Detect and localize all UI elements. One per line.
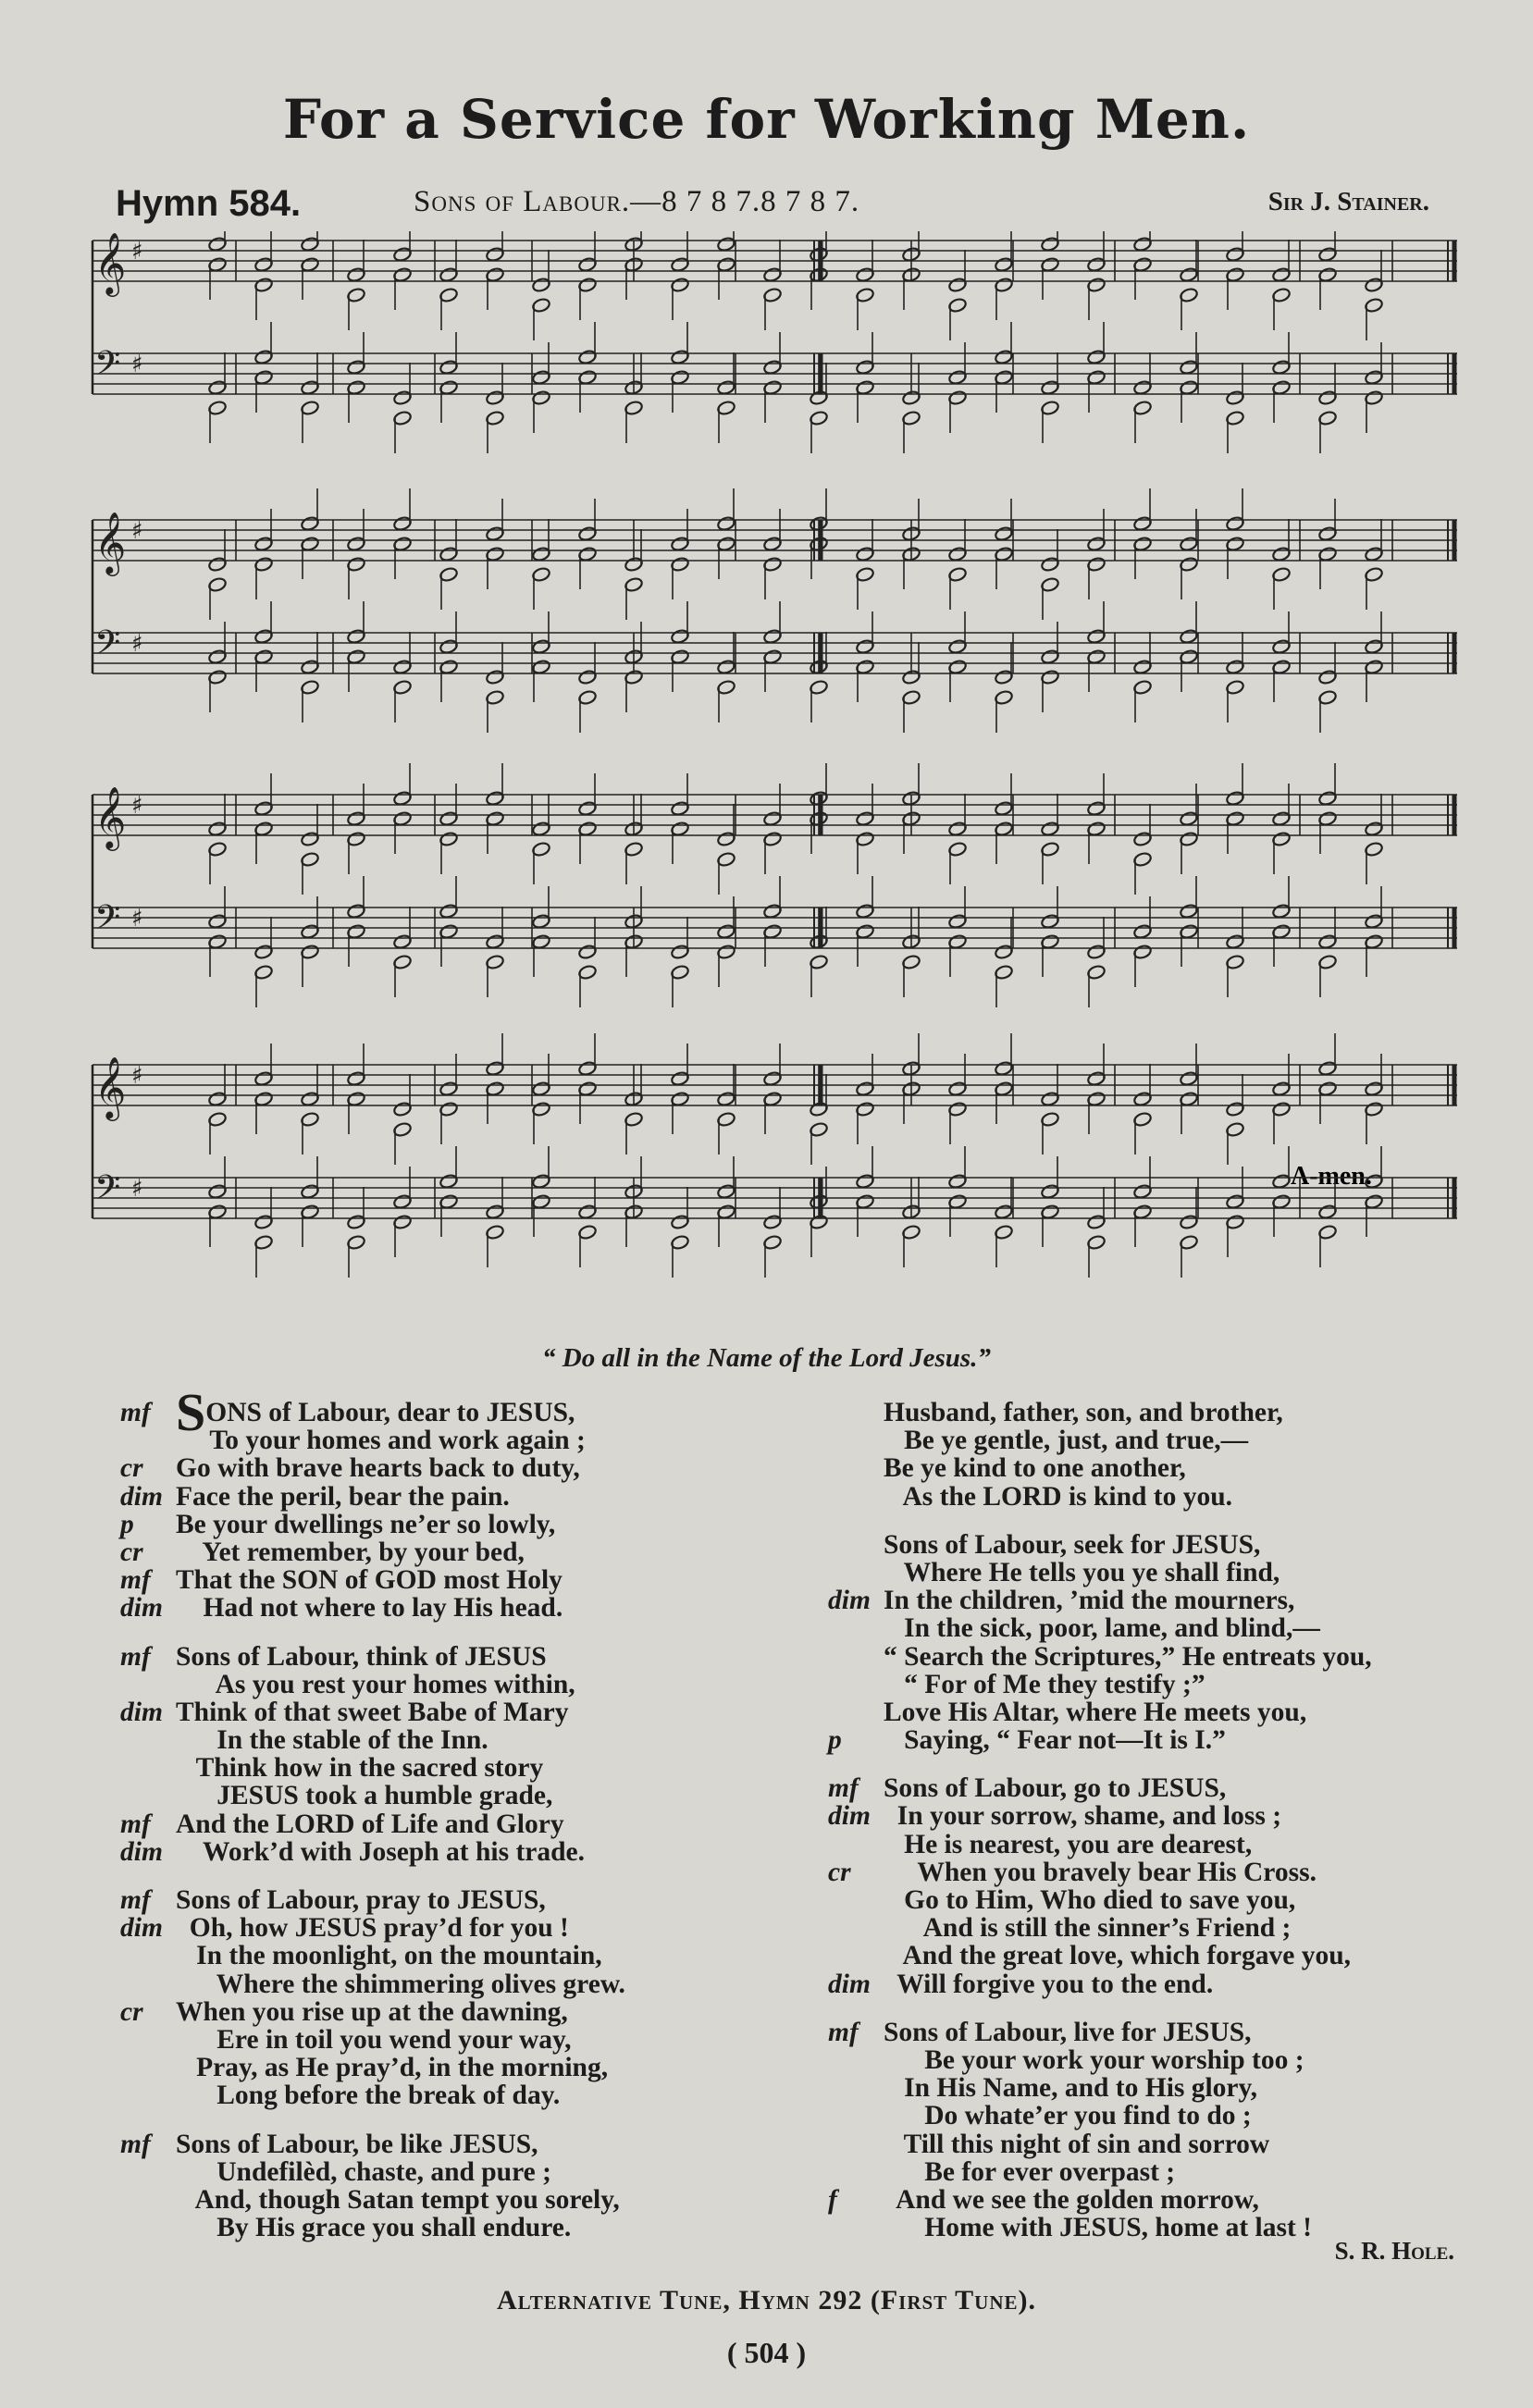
dynamic-marking [120,1426,176,1454]
verse-line [828,2074,1494,2102]
verse-line [828,1726,1494,1754]
bass-clef-icon: 𝄢 [94,898,121,945]
verse-text [884,1698,1306,1726]
verse-text [884,1970,1213,1998]
verse-text [176,1483,510,1511]
verse-line [120,2158,749,2186]
verse-text [884,1858,1317,1886]
page-number: ( 504 ) [726,2336,807,2369]
verse-line [120,2081,749,2109]
verse-line [828,1858,1494,1886]
verse-text [176,2130,538,2158]
verse-text-content: Go to Him, Who died to save you, [884,1885,1296,1915]
verse-text-content: Love His Altar, where He meets you, [884,1697,1307,1727]
verse-text [884,1426,1248,1454]
verse-text [176,1726,488,1754]
verse-line [120,1726,749,1754]
verse-line [828,1399,1494,1426]
verse-text [884,1483,1232,1511]
verse-text-content: Be your work your worship too ; [884,2044,1304,2075]
verse-line [120,1643,749,1671]
verse-line [120,2130,749,2158]
dynamic-marking [120,2214,176,2241]
verse-text-content: Be ye gentle, just, and true,— [884,1426,1249,1456]
treble-clef-icon: 𝄞 [94,1056,127,1118]
verse-text-content: And the great love, which forgave you, [884,1941,1352,1971]
dynamic-marking [828,1831,884,1858]
verse-line [828,1483,1494,1511]
dynamic-marking [828,1942,884,1970]
verse-text [176,2214,571,2241]
dynamic-marking [120,2186,176,2214]
key-signature-sharp-icon: ♯ [131,238,143,265]
verse-text [176,1454,580,1482]
verse-text [884,1399,1283,1426]
verse-text [176,1914,569,1942]
verse-line [828,1970,1494,1998]
dynamic-marking: mf [120,1885,151,1915]
verse-text-content: When you rise up at the dawning, [176,1996,568,2027]
verse-text [176,1538,525,1566]
verse-text-content: And the LORD of Life and Glory [176,1809,564,1839]
verse-text-content: Ere in toil you wend your way, [176,2024,572,2055]
dynamic-marking [828,2214,884,2241]
verse-text [884,2046,1304,2074]
verses-left-column [120,1382,749,2262]
treble-clef-icon: 𝄞 [94,785,127,848]
verse-text [884,1831,1252,1858]
verse-text [176,1698,568,1726]
verse-text [884,2158,1175,2186]
verse-text-content: And is still the sinner’s Friend ; [884,1913,1292,1944]
verse-text [176,2186,620,2214]
bass-clef-icon: 𝄢 [94,624,121,671]
verse-text-content: That the SON of GOD most Holy [176,1565,563,1596]
epigraph: “ Do all in the Name of the Lord Jesus.” [542,1343,991,1373]
section-heading: For a Service for Working Men. [282,88,1251,151]
verse-text [176,1998,568,2026]
verse-text-content: In His Name, and to His glory, [884,2073,1258,2104]
verse-text [884,2186,1259,2214]
verse-stanza [120,1886,749,2110]
verse-line [828,1886,1494,1914]
amen-text: A-men. [1291,1162,1372,1191]
key-signature-sharp-icon: ♯ [131,517,143,545]
bass-clef-icon: 𝄢 [94,1168,121,1216]
dynamic-marking [120,1970,176,1998]
verse-text-content: Face the peril, bear the pain. [176,1481,510,1512]
verse-text [176,1671,575,1698]
alternative-tune-note: Alternative Tune, Hymn 292 (First Tune). [497,2285,1036,2315]
composer: Sir J. Stainer. [1267,187,1429,216]
verse-text-content: As the LORD is kind to you. [884,1481,1233,1512]
dynamic-marking [120,1942,176,1970]
dynamic-marking: cr [120,1453,143,1484]
verse-stanza [120,1382,749,1624]
verse-text [884,1614,1320,1642]
verse-text-content: He is nearest, you are dearest, [884,1829,1253,1859]
verse-line [120,1698,749,1726]
verse-text [176,1643,547,1671]
verse-text-content: To your homes and work again ; [176,1426,586,1456]
verse-text-content: ONS of Labour, dear to JESUS, [205,1398,575,1427]
verse-text-content: “ For of Me they testify ;” [884,1669,1205,1699]
verse-stanza [828,1399,1494,1511]
dynamic-marking [828,1643,884,1671]
verse-text-content: In the sick, poor, lame, and blind,— [884,1613,1320,1644]
verse-text [884,1914,1291,1942]
verse-text-content: Pray, as He pray’d, in the morning, [176,2053,609,2083]
verse-line [120,1671,749,1698]
verses-right-column [828,1399,1494,2262]
verse-text-content: And, though Satan tempt you sorely, [176,2184,620,2215]
dynamic-marking: mf [120,2129,151,2159]
verse-line [828,1531,1494,1559]
verse-line [828,1802,1494,1830]
verse-line [120,1511,749,1538]
verse-text [176,1782,552,1809]
verse-text [176,1566,563,1594]
verse-line [828,2130,1494,2158]
verse-line [828,1426,1494,1454]
verse-line [828,1831,1494,1858]
verse-text [884,2074,1257,2102]
dynamic-marking [120,2081,176,2109]
verse-text-content: Saying, “ Fear not—It is I.” [884,1725,1226,1756]
dynamic-marking: mf [120,1398,151,1427]
verse-line [120,1754,749,1782]
dynamic-marking: cr [828,1857,851,1887]
verse-text [176,1426,586,1454]
verse-text [176,2054,608,2081]
author-credit: S. R. Hole. [1334,2237,1454,2265]
key-signature-sharp-icon: ♯ [131,792,143,820]
dynamic-marking [828,1671,884,1698]
dynamic-marking: mf [120,1565,151,1596]
verse-text-content: When you bravely bear His Cross. [884,1857,1317,1887]
verse-text-content: Undefilèd, chaste, and pure ; [176,2156,551,2187]
score-notation [88,231,1466,1295]
verse-text [176,1594,563,1622]
dynamic-marking: dim [120,1593,163,1624]
dynamic-marking [828,1614,884,1642]
verse-line [828,1914,1494,1942]
dynamic-marking [828,1531,884,1559]
verse-text [884,1726,1226,1754]
dynamic-marking: dim [120,1481,163,1512]
verse-line [828,1942,1494,1970]
verse-line [828,1454,1494,1482]
verse-line [120,1566,749,1594]
verse-text-content: Where the shimmering olives grew. [176,1969,625,1999]
dynamic-marking [828,2046,884,2074]
key-signature-sharp-icon: ♯ [131,630,143,658]
verse-text-content: In your sorrow, shame, and loss ; [884,1801,1282,1832]
verse-text [884,2102,1252,2130]
verse-line [120,1838,749,1866]
verse-text [884,1454,1186,1482]
verse-text-content: And we see the golden morrow, [884,2184,1259,2215]
verse-line [828,1671,1494,1698]
verse-text [884,1671,1205,1698]
verse-text [176,1754,543,1782]
verse-line [828,2046,1494,2074]
drop-capital: S [176,1382,206,1442]
verse-text [884,1643,1372,1671]
verse-text [176,2081,560,2109]
verse-text-content: Sons of Labour, go to JESUS, [884,1773,1227,1804]
verse-text [884,2130,1269,2158]
verse-text [176,1970,625,1998]
verse-line [120,1914,749,1942]
key-signature-sharp-icon: ♯ [131,351,143,378]
key-signature-sharp-icon: ♯ [131,905,143,932]
verse-stanza [828,1531,1494,1755]
treble-clef-icon: 𝄞 [94,231,127,294]
verse-text-content: Work’d with Joseph at his trade. [176,1836,586,1867]
verse-text-content: Be for ever overpast ; [884,2156,1176,2187]
verse-text [884,1559,1280,1587]
dynamic-marking [828,2130,884,2158]
verse-text-content: By His grace you shall endure. [176,2213,572,2243]
verse-text [884,2019,1252,2046]
verse-text-content: Sons of Labour, think of JESUS [176,1641,547,1672]
dynamic-marking [120,2158,176,2186]
dynamic-marking: dim [120,1836,163,1867]
bass-clef-icon: 𝄢 [94,344,121,391]
verse-text-content: Where He tells you ye shall find, [884,1557,1280,1587]
dynamic-marking: cr [120,1996,143,2027]
verse-text-content: Till this night of sin and sorrow [884,2129,1270,2159]
dynamic-marking: f [828,2184,837,2215]
verse-line [120,1942,749,1970]
verse-line [828,2102,1494,2130]
verse-line [120,2026,749,2054]
verse-line [828,2019,1494,2046]
dynamic-marking [828,2158,884,2186]
verse-text-content: As you rest your homes within, [176,1669,575,1699]
dynamic-marking [120,1782,176,1809]
verse-stanza [120,2130,749,2242]
dynamic-marking: mf [120,1809,151,1839]
verse-text [884,2214,1312,2241]
dynamic-marking [828,1426,884,1454]
hymn-header [116,183,1429,239]
dynamic-marking [120,2026,176,2054]
verse-text [176,1886,546,1914]
verse-line [120,1538,749,1566]
verse-text-content: Yet remember, by your bed, [176,1537,525,1567]
verse-line [120,1810,749,1838]
hymn-number: Hymn 584. [116,183,302,224]
verse-line [828,1643,1494,1671]
verse-text [884,1587,1294,1614]
verse-text-content: Had not where to lay His head. [176,1593,563,1624]
verse-line [828,1559,1494,1587]
dynamic-marking: p [120,1509,134,1539]
dynamic-marking: mf [828,2017,859,2047]
verse-text-content: Long before the break of day. [176,2081,561,2111]
dynamic-marking [828,1483,884,1511]
verse-line [120,2214,749,2241]
verse-text-content: Be your dwellings ne’er so lowly, [176,1509,556,1539]
treble-clef-icon: 𝄞 [94,511,127,574]
verse-text-content: Think how in the sacred story [176,1753,544,1784]
key-signature-sharp-icon: ♯ [131,1175,143,1203]
verse-line [828,1774,1494,1802]
verse-text [176,1838,585,1866]
verse-text-content: Sons of Labour, live for JESUS, [884,2017,1252,2047]
verse-stanza [828,2019,1494,2242]
dynamic-marking [120,1726,176,1754]
verse-text-content: Do whate’er you find to do ; [884,2101,1252,2131]
dynamic-marking [828,2074,884,2102]
verse-text-content: In the children, ’mid the mourners, [884,1586,1295,1616]
verse-line [120,1782,749,1809]
verse-text [884,1802,1281,1830]
verse-text-content: Husband, father, son, and brother, [884,1398,1283,1427]
verse-text-content: In the moonlight, on the mountain, [176,1941,602,1971]
verse-line [120,1426,749,1454]
dynamic-marking [828,1454,884,1482]
dynamic-marking [828,1559,884,1587]
dynamic-marking [120,1754,176,1782]
dynamic-marking: mf [828,1773,859,1804]
verse-line [120,1998,749,2026]
verse-text-content: “ Search the Scriptures,” He entreats you, [884,1641,1372,1672]
key-signature-sharp-icon: ♯ [131,1062,143,1090]
verse-line [120,1886,749,1914]
verse-line [120,1483,749,1511]
verse-text-content: Oh, how JESUS pray’d for you ! [176,1913,569,1944]
verse-line [828,1698,1494,1726]
dynamic-marking: dim [828,1969,871,1999]
verse-text-content: Go with brave hearts back to duty, [176,1453,580,1484]
verse-text [884,1942,1351,1970]
dynamic-marking: p [828,1725,842,1756]
verse-text [176,1942,602,1970]
dynamic-marking [828,1698,884,1726]
tune-name-meter: Sons of Labour.—8 7 8 7.8 7 8 7. [414,185,860,218]
verse-text [884,1886,1295,1914]
verse-line [828,1614,1494,1642]
music-score [88,231,1466,1295]
verse-line [120,1594,749,1622]
verse-text-content: Be ye kind to one another, [884,1453,1186,1484]
dynamic-marking [828,2102,884,2130]
verse-line [828,2186,1494,2214]
verse-text [176,1511,555,1538]
verse-text-content: Sons of Labour, be like JESUS, [176,2129,538,2159]
verse-line [828,1587,1494,1614]
verse-text-content: JESUS took a humble grade, [176,1781,553,1811]
dynamic-marking: mf [120,1641,151,1672]
dynamic-marking: dim [828,1586,871,1616]
verse-text-content: Will forgive you to the end. [884,1969,1214,1999]
dynamic-marking [828,1399,884,1426]
verse-text-content: In the stable of the Inn. [176,1725,488,1756]
verse-line [120,1454,749,1482]
verse-text [176,2158,551,2186]
verse-line [120,1970,749,1998]
dynamic-marking [120,1671,176,1698]
verse-line [120,2054,749,2081]
verse-text-content: Think of that sweet Babe of Mary [176,1697,569,1727]
verse-text [176,1810,564,1838]
verse-text [176,2026,572,2054]
verse-line [828,2158,1494,2186]
dynamic-marking: dim [120,1913,163,1944]
dynamic-marking: dim [828,1801,871,1832]
verse-text-content: Home with JESUS, home at last ! [884,2213,1312,2243]
verse-stanza [120,1643,749,1867]
dynamic-marking [120,2054,176,2081]
dynamic-marking: cr [120,1537,143,1567]
dynamic-marking: dim [120,1697,163,1727]
dynamic-marking [828,1886,884,1914]
verse-text [884,1531,1260,1559]
verse-text-content: Sons of Labour, seek for JESUS, [884,1529,1261,1560]
verse-line [120,2186,749,2214]
verse-text [884,1774,1226,1802]
verse-text-content: Sons of Labour, pray to JESUS, [176,1885,546,1915]
dynamic-marking [828,1914,884,1942]
verse-stanza [828,1774,1494,1998]
